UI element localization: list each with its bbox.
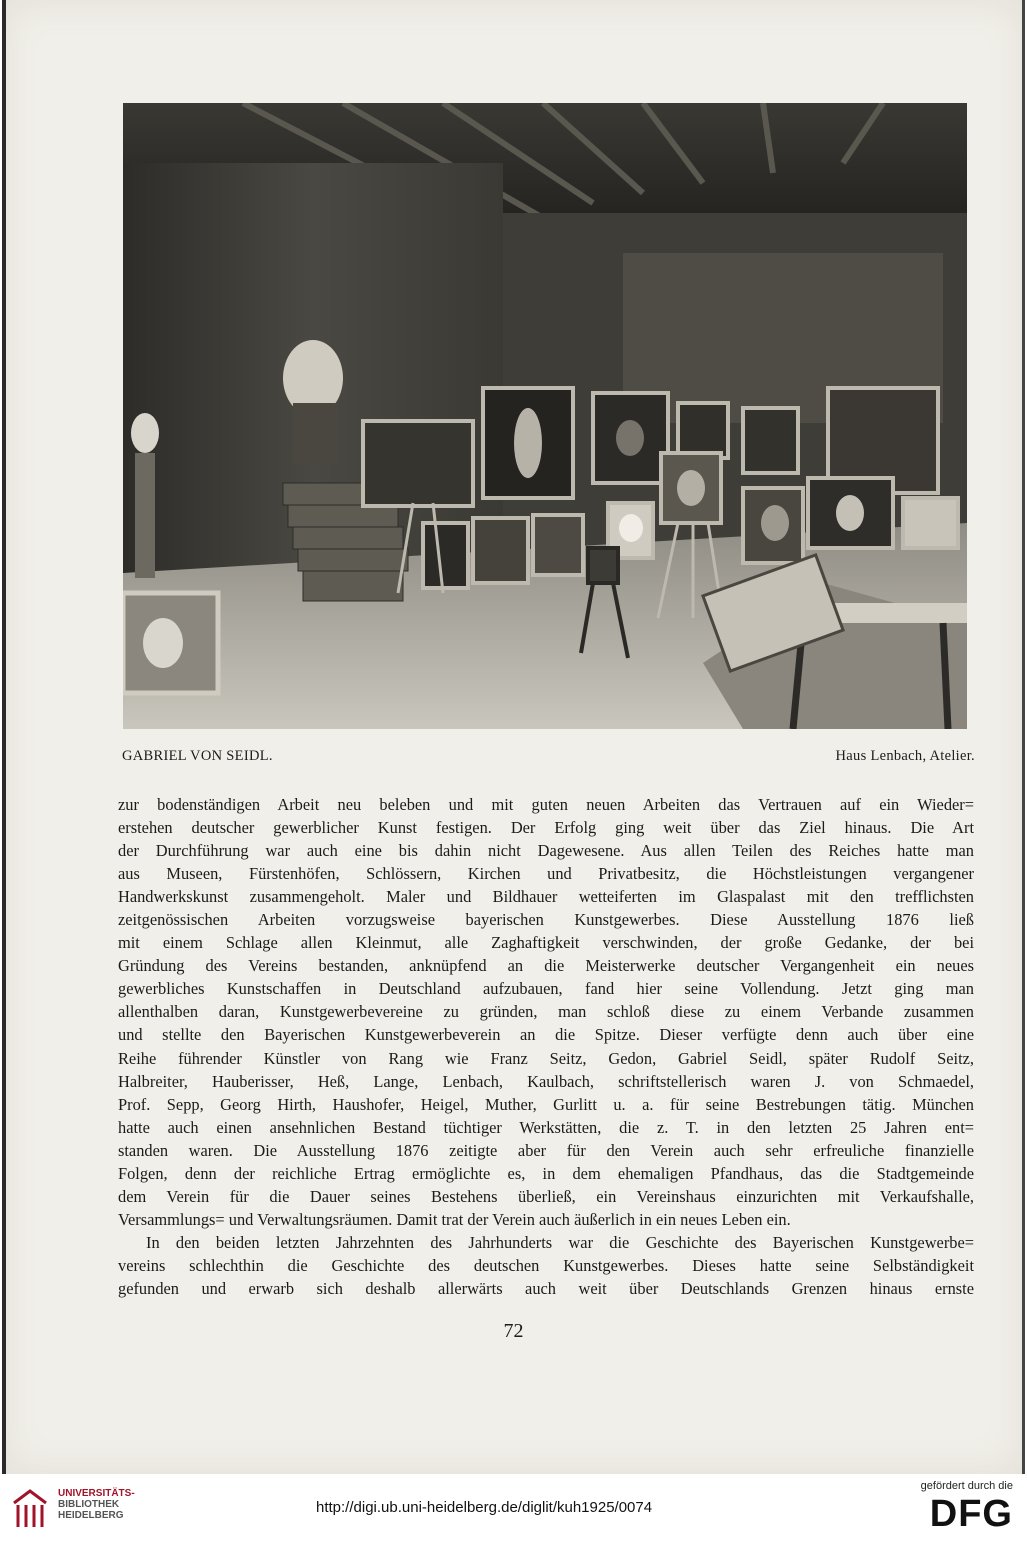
body-line: Gründung des Vereins bestanden, anknüpfend an die Meisterwerke deutscher Vergangenheit ein neues xyxy=(118,956,974,976)
photo-caption-title: Haus Lenbach, Atelier. xyxy=(835,748,975,764)
scan-edge-left xyxy=(2,0,6,1474)
atelier-photograph xyxy=(123,103,967,729)
library-name-line3: HEIDELBERG xyxy=(58,1510,124,1521)
body-line: Halbreiter, Hauberisser, Heß, Lange, Lenbach, Kaulbach, schriftstellerisch waren J. von Schmaedel, xyxy=(118,1071,974,1091)
funding-label: gefördert durch die xyxy=(920,1480,1013,1492)
library-name xyxy=(58,1488,135,1521)
body-line: hatte auch einen ansehnlichen Bestand tüchtiger Werkstätten, die z. T. in den letzten 25 Jahren ent= xyxy=(118,1117,974,1137)
body-line: Reihe führender Künstler von Rang wie Franz Seitz, Gedon, Gabriel Seidl, später Rudolf Seitz, xyxy=(118,1048,974,1068)
body-line: erstehen deutscher gewerblicher Kunst festigen. Der Erfolg ging weit über das Ziel hinaus. Die Art xyxy=(118,818,974,838)
article-body xyxy=(118,793,974,1300)
atelier-photo-illustration xyxy=(123,103,967,729)
body-line: gewerbliches Kunstschaffen in Deutschland aufzubauen, fand hier seine Vollendung. Jetzt ging man xyxy=(118,979,974,999)
body-line: mit einem Schlage allen Kleinmut, alle Zaghaftigkeit verschwinden, der große Gedanke, der bei xyxy=(118,933,974,953)
body-line: allenthalben daran, Kunstgewerbevereine zu gründen, man schloß diese zu einem Verbande zusammen xyxy=(118,1002,974,1022)
body-line: Folgen, denn der reichliche Ertrag ermöglichte es, in dem ehemaligen Pfandhaus, das die Stadtgemeinde xyxy=(118,1163,974,1183)
body-line: zeitgenössischen Arbeiten vorzugsweise bayerischen Kunstgewerbes. Diese Ausstellung 1876 ließ xyxy=(118,910,974,930)
photo-caption-author: GABRIEL VON SEIDL. xyxy=(122,748,273,764)
body-line: In den beiden letzten Jahrzehnten des Jahrhunderts war die Geschichte des Bayerischen Kunstgewerbe= xyxy=(146,1232,974,1252)
library-name-line2: BIBLIOTHEK xyxy=(58,1499,120,1510)
library-name-line1: UNIVERSITÄTS- xyxy=(58,1488,135,1499)
body-line: aus Museen, Fürstenhöfen, Schlössern, Kirchen und Privatbesitz, die Höchstleistungen vergangener xyxy=(118,864,974,884)
scanned-page xyxy=(2,0,1025,1474)
dfg-logo: DFG xyxy=(929,1493,1013,1535)
body-line: Versammlungs= und Verwaltungsräumen. Damit trat der Verein auch äußerlich in ein neues Leben ein. xyxy=(118,1209,791,1229)
digitization-footer xyxy=(0,1474,1027,1545)
body-line: Handwerkskunst zusammengeholt. Maler und Bildhauer wetteiferten im Glaspalast mit den trefflichsten xyxy=(118,887,974,907)
body-line: vereins schlechthin die Geschichte des deutschen Kunstgewerbes. Dieses hatte seine Selbständigkeit xyxy=(118,1255,974,1275)
page-number: 72 xyxy=(503,1320,524,1342)
body-line: der Durchführung war auch eine bis dahin nicht Dagewesene. Aus allen Teilen des Reiches hatte man xyxy=(118,841,974,861)
body-line: dem Verein für die Dauer seines Bestehens überließ, ein Vereinshaus einzurichten mit Verkaufshalle, xyxy=(118,1186,974,1206)
scan-edge-right xyxy=(1022,0,1025,1474)
body-line: standen waren. Die Ausstellung 1876 zeitigte aber für den Verein auch sehr erfreuliche finanzielle xyxy=(118,1140,974,1160)
body-line: gefunden und erwarb sich deshalb allerwärts auch weit über Deutschlands Grenzen hinaus ernste xyxy=(118,1278,974,1298)
body-line: Prof. Sepp, Georg Hirth, Haushofer, Heigel, Muther, Gurlitt u. a. für seine Bestrebungen tätig. München xyxy=(118,1094,974,1114)
permalink-url[interactable]: http://digi.ub.uni-heidelberg.de/diglit/kuh1925/0074 xyxy=(316,1499,653,1516)
body-line: zur bodenständigen Arbeit neu beleben und mit guten neuen Arbeiten das Vertrauen auf ein Wieder= xyxy=(118,795,974,814)
body-line: und stellte den Bayerischen Kunstgewerbeverein an die Spitze. Dieser verfügte denn auch über eine xyxy=(118,1025,974,1045)
university-library-logo-icon xyxy=(10,1483,50,1531)
